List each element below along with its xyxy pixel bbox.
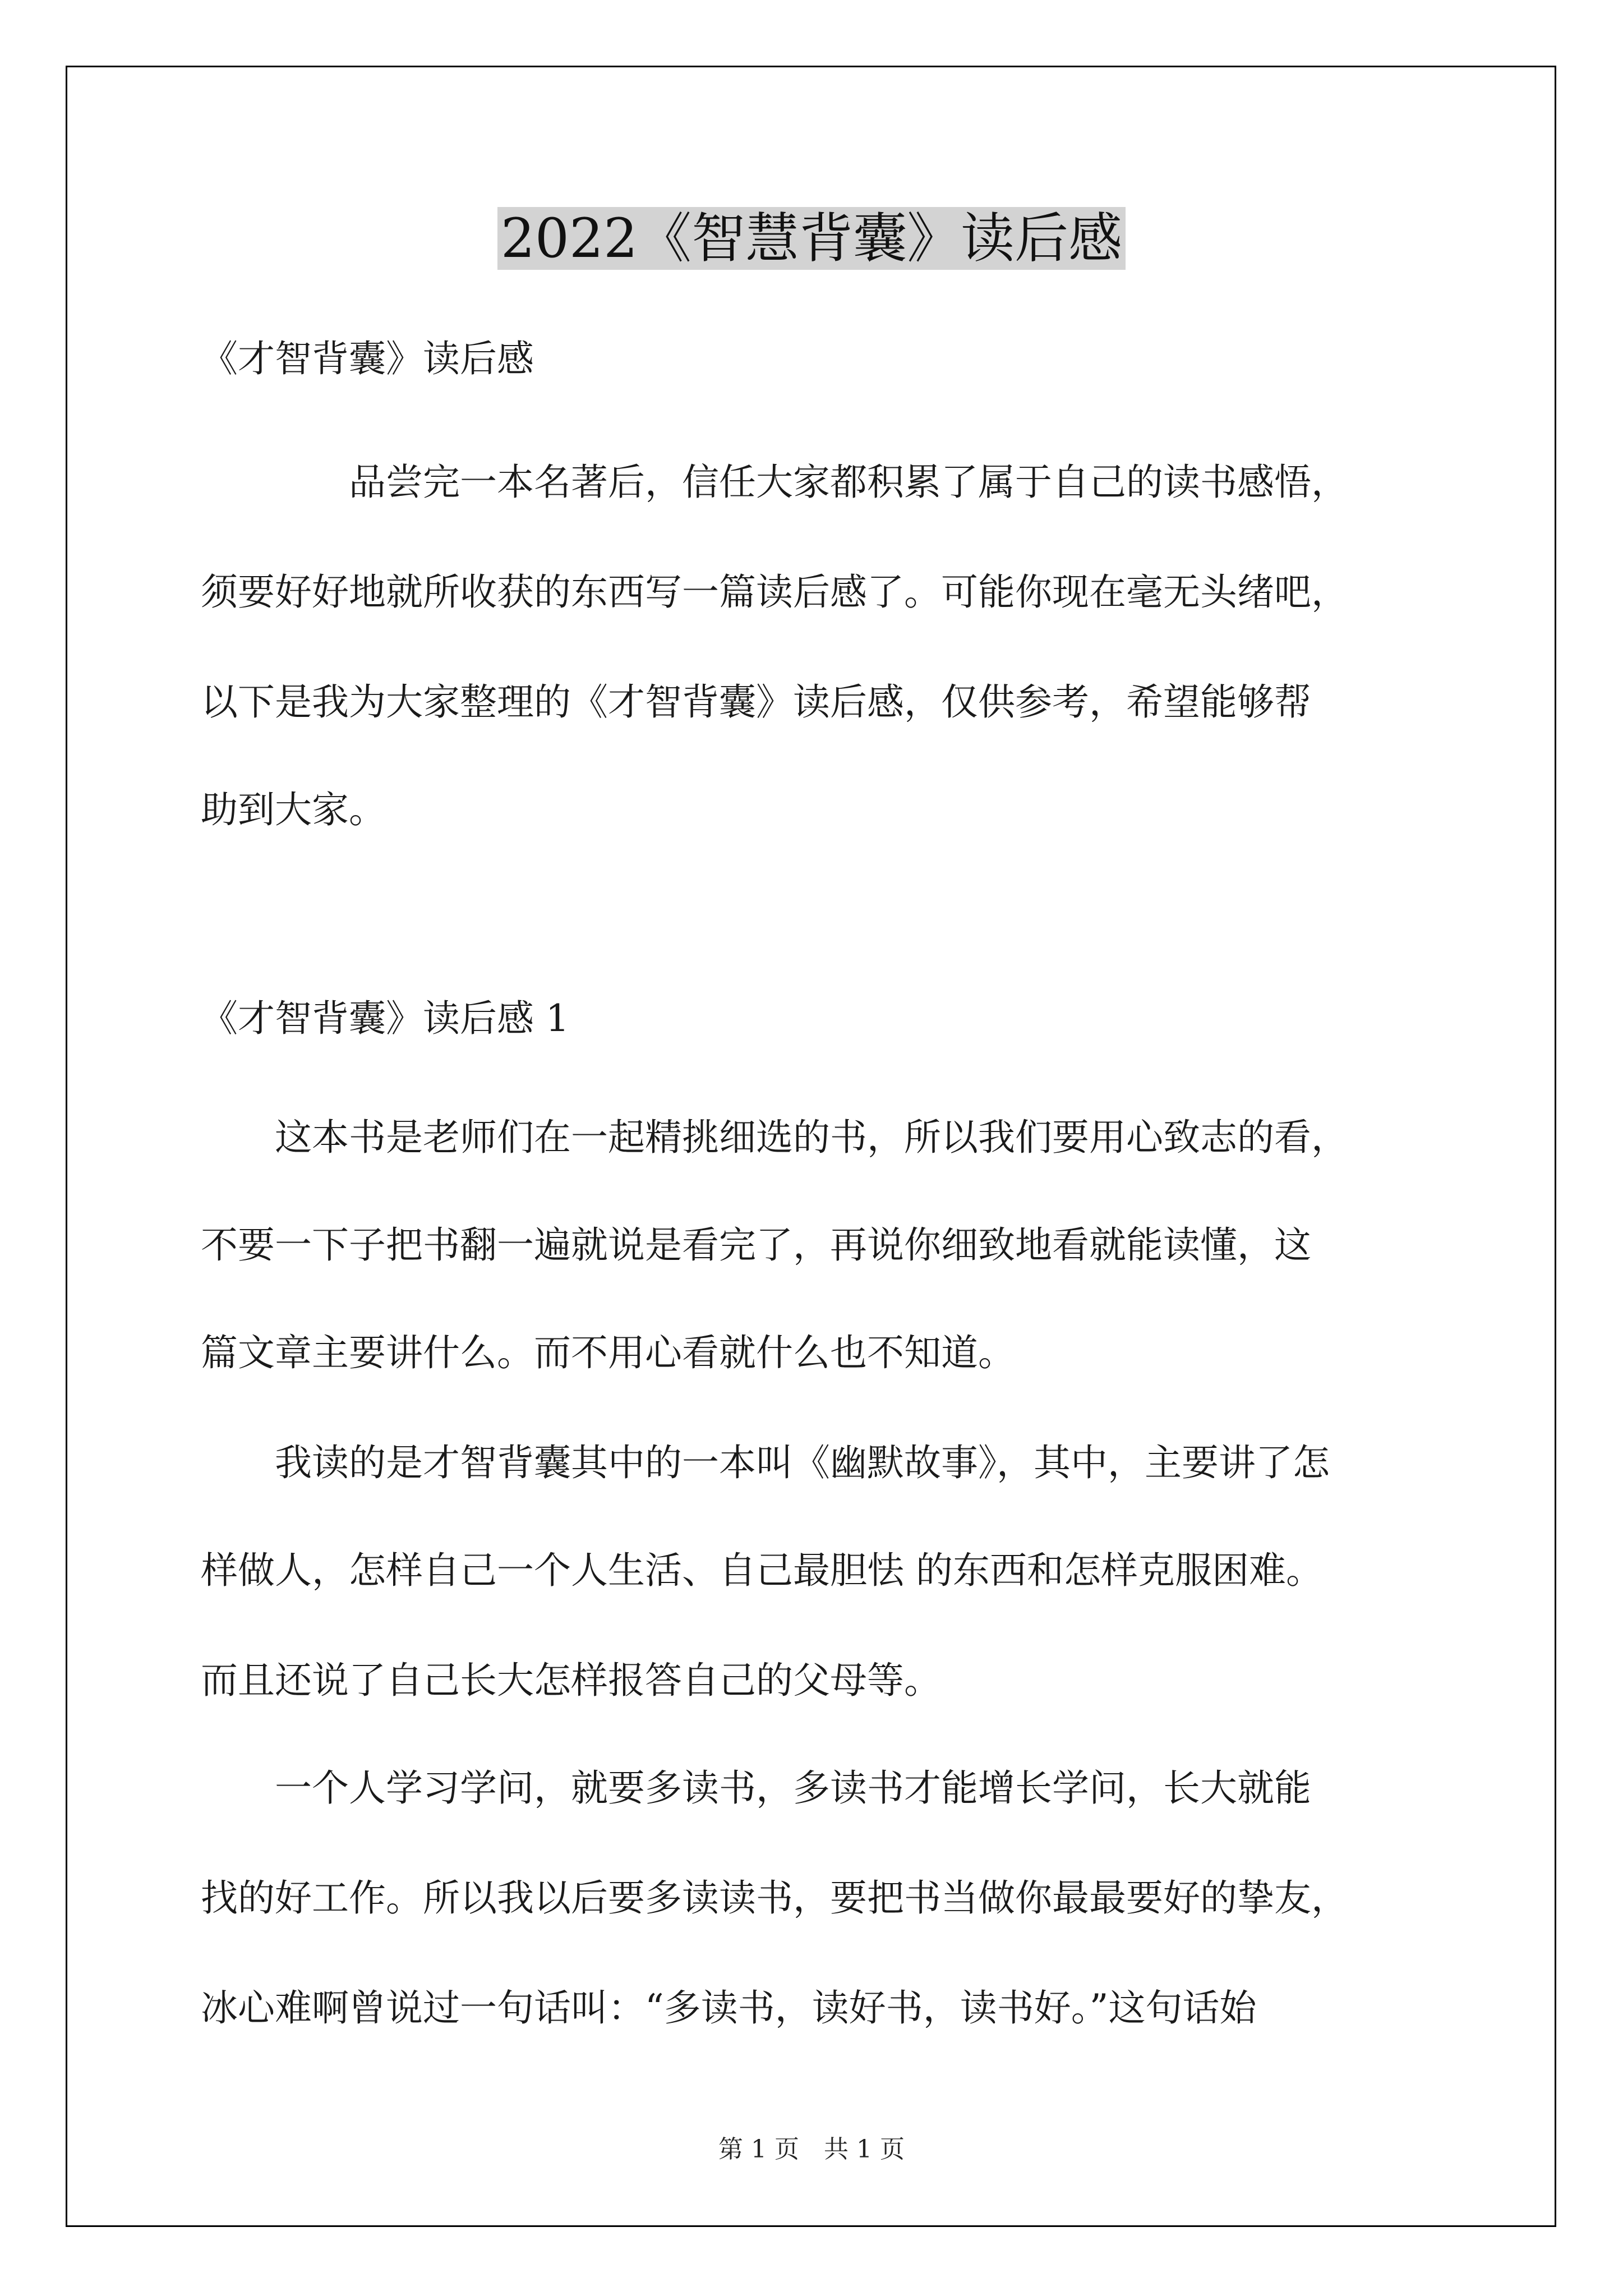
heading-line: 《才智背囊》读后感 [201, 337, 534, 380]
document-title: 2022《智慧背囊》读后感 [497, 207, 1126, 270]
paragraph-line: 篇文章主要讲什么。而不用心看就什么也不知道。 [201, 1331, 1015, 1374]
paragraph-line: 冰心难啊曾说过一句话叫：“多读书，读好书，读书好。”这句话始 [201, 1986, 1257, 2030]
paragraph-line: 以下是我为大家整理的《才智背囊》读后感，仅供参考，希望能够帮 [201, 680, 1311, 724]
paragraph-line: 找的好工作。所以我以后要多读读书，要把书当做你最最要好的挚友， [201, 1876, 1348, 1920]
heading-line: 《才智背囊》读后感 1 [201, 997, 569, 1040]
paragraph-line: 助到大家。 [201, 788, 386, 831]
paragraph-line: 一个人学习学问，就要多读书，多读书才能增长学问，长大就能 [201, 1766, 1311, 1810]
paragraph-line: 不要一下子把书翻一遍就说是看完了，再说你细致地看就能读懂，这 [201, 1223, 1311, 1267]
paragraph-line: 这本书是老师们在一起精挑细选的书，所以我们要用心致志的看， [201, 1116, 1348, 1159]
document-title-row [0, 202, 1623, 275]
paragraph-line: 品尝完一本名著后，信任大家都积累了属于自己的读书感悟， [201, 461, 1348, 504]
page-footer: 第 1 页 共 1 页 [718, 2135, 905, 2164]
paragraph-line: 我读的是才智背囊其中的一本叫《幽默故事》，其中，主要讲了怎 [201, 1441, 1330, 1484]
paragraph-line: 样做人，怎样自己一个人生活、自己最胆怯 的东西和怎样克服困难。 [201, 1549, 1323, 1592]
paragraph-line: 须要好好地就所收获的东西写一篇读后感了。可能你现在毫无头绪吧， [201, 570, 1348, 614]
paragraph-line: 而且还说了自己长大怎样报答自己的父母等。 [201, 1659, 941, 1702]
